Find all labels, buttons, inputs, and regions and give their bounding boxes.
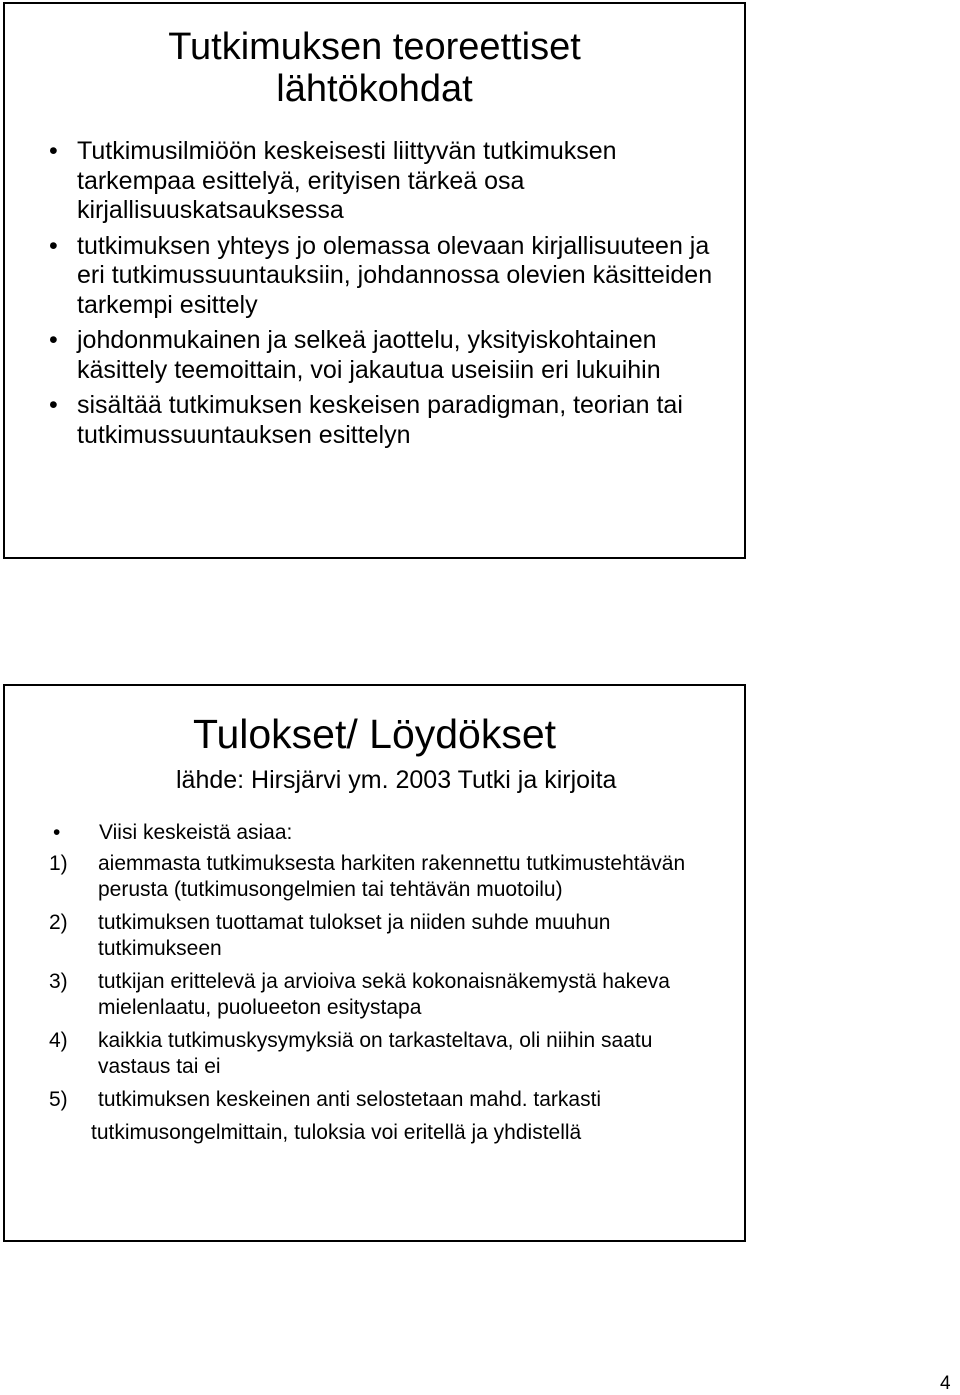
bullet-list bbox=[45, 137, 724, 456]
item-text: tutkimuksen keskeinen anti selostetaan mahd. tarkasti bbox=[98, 1088, 602, 1111]
bullet-text: Tutkimusilmiöön keskeisesti liittyvän tutkimuksen tarkempaa esittelyä, erityisen tärkeä osa kirjallisuuskatsauksessa bbox=[77, 137, 617, 224]
numbered-item bbox=[49, 851, 714, 903]
item-number: 3) bbox=[49, 970, 68, 993]
bullet-item bbox=[45, 391, 724, 450]
item-number: 2) bbox=[49, 911, 68, 934]
slide-title bbox=[5, 26, 744, 110]
bullet-item bbox=[45, 326, 724, 385]
intro-text: Viisi keskeistä asiaa: bbox=[99, 821, 293, 844]
numbered-list bbox=[49, 851, 714, 1153]
slide-results-findings bbox=[3, 684, 746, 1242]
slide-title: Tulokset/ Löydökset bbox=[192, 711, 557, 757]
slide-title-line-2: lähtökohdat bbox=[276, 68, 473, 110]
bullet-item bbox=[45, 232, 724, 321]
numbered-item bbox=[49, 1087, 714, 1146]
item-text: tutkijan erittelevä ja arvioiva sekä kokonaisnäkemystä hakeva mielenlaatu, puolueeton esitystapa bbox=[98, 970, 670, 1019]
item-text: tutkimuksen tuottamat tulokset ja niiden suhde muuhun tutkimukseen bbox=[98, 911, 611, 960]
numbered-item bbox=[49, 1028, 714, 1080]
slide-theoretical-background bbox=[3, 2, 746, 559]
bullet-icon: • bbox=[53, 821, 61, 844]
item-text: aiemmasta tutkimuksesta harkiten rakennettu tutkimustehtävän perusta (tutkimusongelmien tai tehtävän muotoilu) bbox=[98, 852, 686, 901]
item-text: kaikkia tutkimuskysymyksiä on tarkasteltava, oli niihin saatu vastaus tai ei bbox=[98, 1029, 653, 1078]
slide-title-line-1: Tutkimuksen teoreettiset bbox=[168, 26, 581, 68]
page-number: 4 bbox=[940, 1373, 951, 1394]
item-number: 4) bbox=[49, 1029, 68, 1052]
item-number: 5) bbox=[49, 1088, 68, 1111]
bullet-icon: • bbox=[49, 137, 58, 165]
bullet-item bbox=[45, 137, 724, 226]
bullet-icon: • bbox=[49, 326, 58, 354]
numbered-item bbox=[49, 910, 714, 962]
numbered-item bbox=[49, 969, 714, 1021]
item-number: 1) bbox=[49, 852, 68, 875]
bullet-icon: • bbox=[49, 391, 58, 419]
bullet-text: sisältää tutkimuksen keskeisen paradigman, teorian tai tutkimussuuntauksen esittelyn bbox=[77, 391, 683, 449]
item-text-continuation: tutkimusongelmittain, tuloksia voi eritellä ja yhdistellä bbox=[91, 1121, 582, 1144]
bullet-text: tutkimuksen yhteys jo olemassa olevaan kirjallisuuteen ja eri tutkimussuuntauksiin, johdannossa olevien käsitteiden tarkempi esittely bbox=[77, 231, 713, 319]
intro-bullet bbox=[53, 820, 292, 846]
bullet-text: johdonmukainen ja selkeä jaottelu, yksityiskohtainen käsittely teemoittain, voi jakautua useisiin eri lukuihin bbox=[77, 326, 661, 384]
source-subtitle: lähde: Hirsjärvi ym. 2003 Tutki ja kirjoita bbox=[176, 766, 617, 794]
bullet-icon: • bbox=[49, 231, 58, 260]
